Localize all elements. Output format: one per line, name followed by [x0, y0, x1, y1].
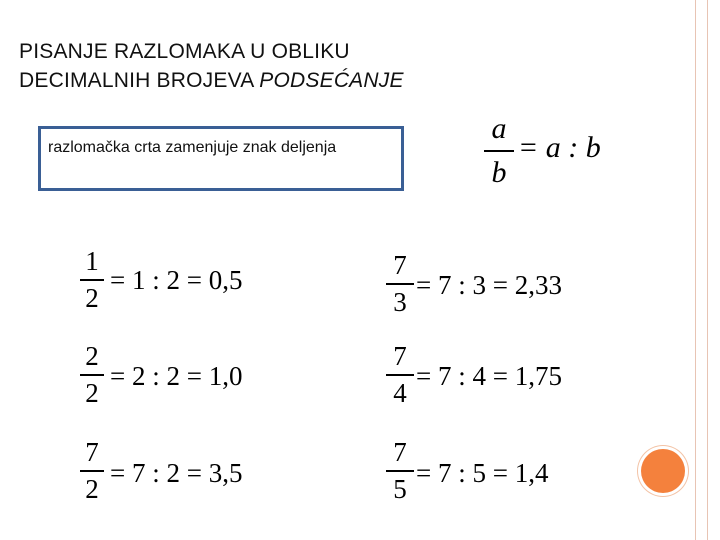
fraction-numerator: 7 — [393, 437, 407, 467]
example-expression: = 7 : 5 = 1,4 — [416, 458, 549, 488]
fraction-numerator: 7 — [85, 437, 99, 467]
formula-fraction — [484, 112, 514, 192]
example-expression: = 7 : 4 = 1,75 — [416, 361, 562, 391]
right-border-line — [707, 0, 708, 540]
example-fraction — [80, 341, 104, 411]
right-border-line — [695, 0, 696, 540]
example-fraction — [80, 437, 104, 507]
example-fraction — [386, 250, 414, 320]
example-fraction — [80, 246, 104, 316]
fraction-numerator: 7 — [393, 250, 407, 280]
fraction-bar — [80, 279, 104, 281]
example-fraction — [386, 437, 414, 507]
example-expression: = 7 : 2 = 3,5 — [110, 458, 243, 488]
formula-rhs: = a : b — [518, 131, 601, 164]
fraction-bar — [386, 470, 414, 472]
example-fraction — [386, 341, 414, 411]
fraction-bar — [484, 150, 514, 152]
formula-denominator: b — [491, 156, 507, 189]
fraction-bar — [80, 374, 104, 376]
fraction-denominator: 4 — [393, 378, 407, 408]
callout-text: razlomačka crta zamenjuje znak deljenja — [48, 139, 337, 156]
title-line-2-italic: PODSEĆANJE — [259, 69, 404, 92]
fraction-numerator: 2 — [85, 341, 99, 371]
fraction-numerator: 7 — [393, 341, 407, 371]
title-line-2-text: DECIMALNIH BROJEVA — [19, 69, 260, 92]
fraction-bar — [386, 283, 414, 285]
fraction-bar — [80, 470, 104, 472]
formula-numerator: a — [491, 112, 507, 145]
example-expression: = 1 : 2 = 0,5 — [110, 265, 243, 295]
fraction-denominator: 2 — [85, 283, 99, 313]
example-expression: = 7 : 3 = 2,33 — [416, 270, 562, 300]
fraction-denominator: 2 — [85, 474, 99, 504]
fraction-denominator: 2 — [85, 378, 99, 408]
title-line-2 — [19, 66, 619, 95]
fraction-denominator: 3 — [393, 287, 407, 317]
decorative-orange-circle — [641, 449, 685, 493]
fraction-bar — [386, 374, 414, 376]
title-line-1: PISANJE RAZLOMAKA U OBLIKU — [19, 40, 350, 63]
example-expression: = 2 : 2 = 1,0 — [110, 361, 243, 391]
callout-box — [38, 126, 404, 191]
fraction-numerator: 1 — [85, 246, 99, 276]
fraction-denominator: 5 — [393, 474, 407, 504]
slide-title — [19, 37, 619, 95]
